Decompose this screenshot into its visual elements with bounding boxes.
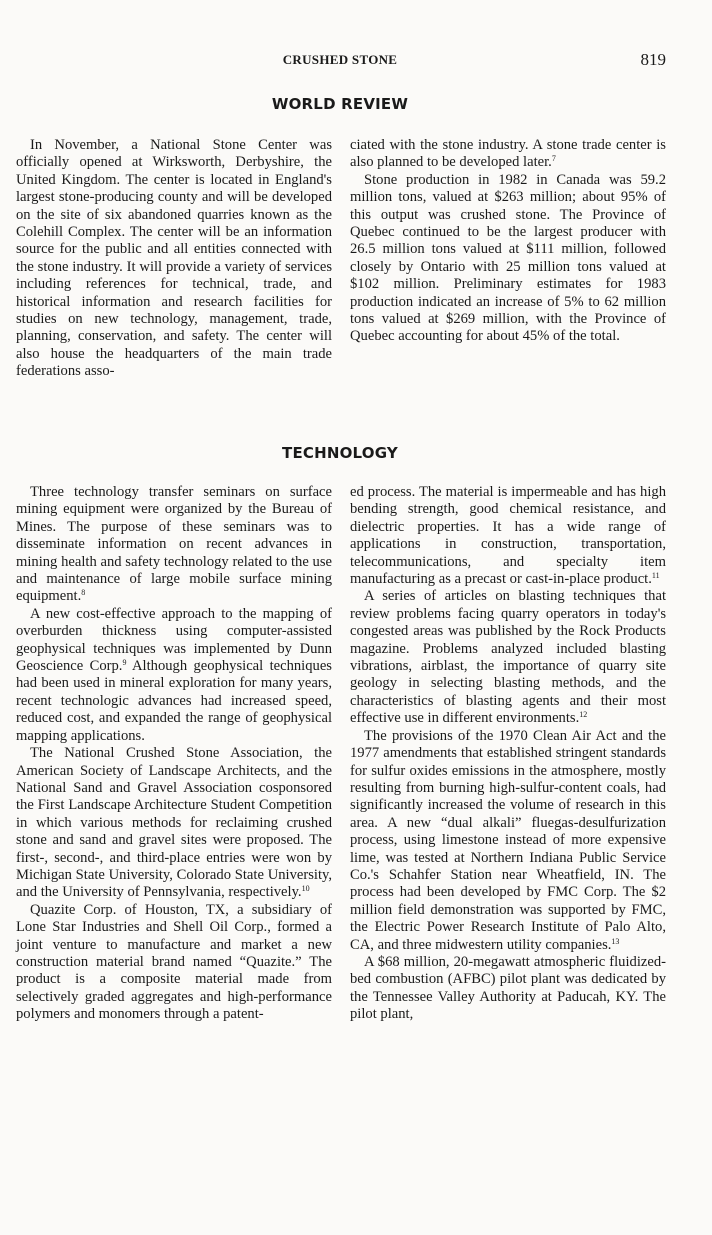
world-review-left-column bbox=[16, 137, 332, 381]
technology-left-column bbox=[16, 484, 332, 1024]
footnote-ref: 9 bbox=[122, 658, 127, 668]
footnote-ref: 13 bbox=[611, 936, 620, 946]
section-heading-technology: TECHNOLOGY bbox=[282, 444, 398, 462]
section-heading-world-review: WORLD REVIEW bbox=[271, 95, 409, 113]
paragraph: A new cost-effective approach to the mapping of overburden thickness using computer-assisted geophysical techniques was implemented by Dunn Geoscience Corp.$^9$ Although geophysical techniques had been used in mineral exploration for many years, recent technologic advances had increased speed, reduced cost, and expanded the range of geophysical mapping applications. bbox=[16, 605, 332, 744]
paragraph: ciated with the stone industry. A stone trade center is also planned to be developed later.$^7$ bbox=[350, 137, 666, 171]
footnote-ref: 10 bbox=[301, 884, 310, 894]
footnote-ref: 8 bbox=[81, 588, 86, 598]
paragraph: The National Crushed Stone Association, the American Society of Landscape Architects, and the National Sand and Gravel Association cosponsored the First Landscape Architecture Student Competition in which various methods for reclaiming crushed stone and sand and gravel sites were proposed. The first-, second-, and third-place entries were won by Michigan State University, Colorado State University, and the University of Pennsylvania, respectively.$^{10}$ bbox=[16, 745, 332, 901]
world-review-right-column bbox=[350, 137, 666, 346]
running-title: CRUSHED STONE bbox=[282, 52, 398, 67]
paragraph: In November, a National Stone Center was officially opened at Wirksworth, Derbyshire, the United Kingdom. The center is located in England's largest stone-producing county and will be developed on the site of six abandoned quarries known as the Colehill Complex. The center will be an information source for the public and all entities connected with the stone industry. It will provide a variety of services including references for technical, trade, and historical information and research facilities for studies on new technology, management, trade, planning, conservation, and safety. The center will also house the headquarters of the main trade federations asso- bbox=[16, 137, 332, 380]
paragraph: Quazite Corp. of Houston, TX, a subsidiary of Lone Star Industries and Shell Oil Corp., formed a joint venture to manufacture and market a new construction material brand named “Quazite.” The product is a composite material made from selectively graded aggregates and high-performance polymers and monomers through a patent- bbox=[16, 901, 332, 1023]
paragraph: Three technology transfer seminars on surface mining equipment were organized by the Bureau of Mines. The purpose of these seminars was to disseminate information on recent advances in mining health and safety technology related to the use and maintenance of large mobile surface mining equipment.$^8$ bbox=[16, 484, 332, 605]
paragraph: A series of articles on blasting techniques that review problems facing quarry operators in today's congested areas was published by the Rock Products magazine. Problems analyzed included blasting vibrations, airblast, the importance of quarry site geology in selecting blasting methods, and the characteristics of blasting agents and their most effective use in different environments.$^{12}$ bbox=[350, 588, 666, 727]
footnote-ref: 11 bbox=[651, 571, 660, 581]
paragraph: The provisions of the 1970 Clean Air Act and the 1977 amendments that established stringent standards for sulfur oxides emissions in the atmosphere, mostly resulting from burning high-sulfur-content coals, had significantly increased the volume of research in this area. A new “dual alkali” fluegas-desulfurization process, using limestone instead of more expensive lime, was tested at Northern Indiana Public Service Co.'s Schahfer Station near Wheatfield, IN. The process had been developed by FMC Corp. The $2 million field demonstration was supported by FMC, the Electric Power Research Institute of Palo Alto, CA, and three midwestern utility companies.$^{13}$ bbox=[350, 727, 666, 953]
footnote-ref: 7 bbox=[551, 154, 556, 164]
footnote-ref: 12 bbox=[579, 710, 588, 720]
running-head bbox=[0, 50, 712, 72]
paragraph: ed process. The material is impermeable and has high bending strength, good chemical resistance, and dielectric properties. It has a wide range of applications in construction, transportation, telecommunications, and specialty item manufacturing as a precast or cast-in-place product.$^{11}$ bbox=[350, 484, 666, 588]
technology-right-column bbox=[350, 484, 666, 1024]
paragraph: Stone production in 1982 in Canada was 59.2 million tons, valued at $263 million; about 95% of this output was crushed stone. The Province of Quebec continued to be the largest producer with 26.5 million tons valued at $111 million, followed closely by Ontario with 25 million tons valued at $102 million. Preliminary estimates for 1983 production indicated an increase of 5% to 62 million tons valued at $269 million, with the Province of Quebec accounting for about 45% of the total. bbox=[350, 171, 666, 345]
paragraph: A $68 million, 20-megawatt atmospheric fluidized-bed combustion (AFBC) pilot plant was dedicated by the Tennessee Valley Authority at Paducah, KY. The pilot plant, bbox=[350, 953, 666, 1023]
page-number: 819 bbox=[640, 50, 666, 69]
